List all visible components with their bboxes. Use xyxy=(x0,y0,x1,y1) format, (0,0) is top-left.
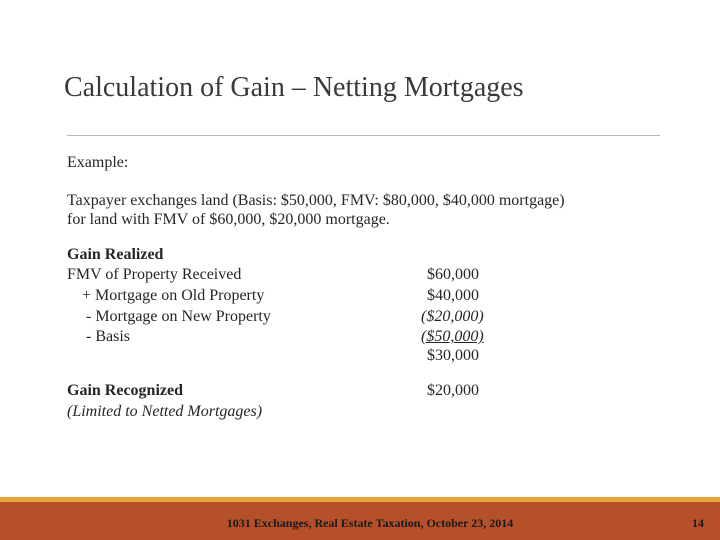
description-line-2: for land with FMV of $60,000, $20,000 mortgage. xyxy=(67,211,390,228)
gain-realized-heading: Gain Realized xyxy=(67,246,164,263)
row-label-mortgage-new: - Mortgage on New Property xyxy=(86,308,271,325)
gain-recognized-value: $20,000 xyxy=(427,382,479,399)
example-label: Example: xyxy=(67,154,129,171)
page-number: 14 xyxy=(692,516,704,530)
description-line-1: Taxpayer exchanges land (Basis: $50,000, FMV: $80,000, $40,000 mortgage) xyxy=(67,192,565,209)
row-label-mortgage-old: + Mortgage on Old Property xyxy=(82,287,265,304)
row-value-fmv-received: $60,000 xyxy=(427,266,479,283)
row-label-fmv-received: FMV of Property Received xyxy=(67,266,242,283)
row-label-basis: - Basis xyxy=(86,328,130,345)
row-value-mortgage-new: ($20,000) xyxy=(421,308,484,325)
footer-text: 1031 Exchanges, Real Estate Taxation, October 23, 2014 xyxy=(226,516,514,530)
row-value-basis: ($50,000) xyxy=(421,328,484,345)
gain-recognized-heading: Gain Recognized xyxy=(67,382,183,399)
gain-realized-total: $30,000 xyxy=(427,347,479,364)
gain-recognized-note: (Limited to Netted Mortgages) xyxy=(67,403,263,420)
title-divider xyxy=(67,135,660,136)
row-value-mortgage-old: $40,000 xyxy=(427,287,479,304)
slide-title: Calculation of Gain – Netting Mortgages xyxy=(64,72,524,103)
